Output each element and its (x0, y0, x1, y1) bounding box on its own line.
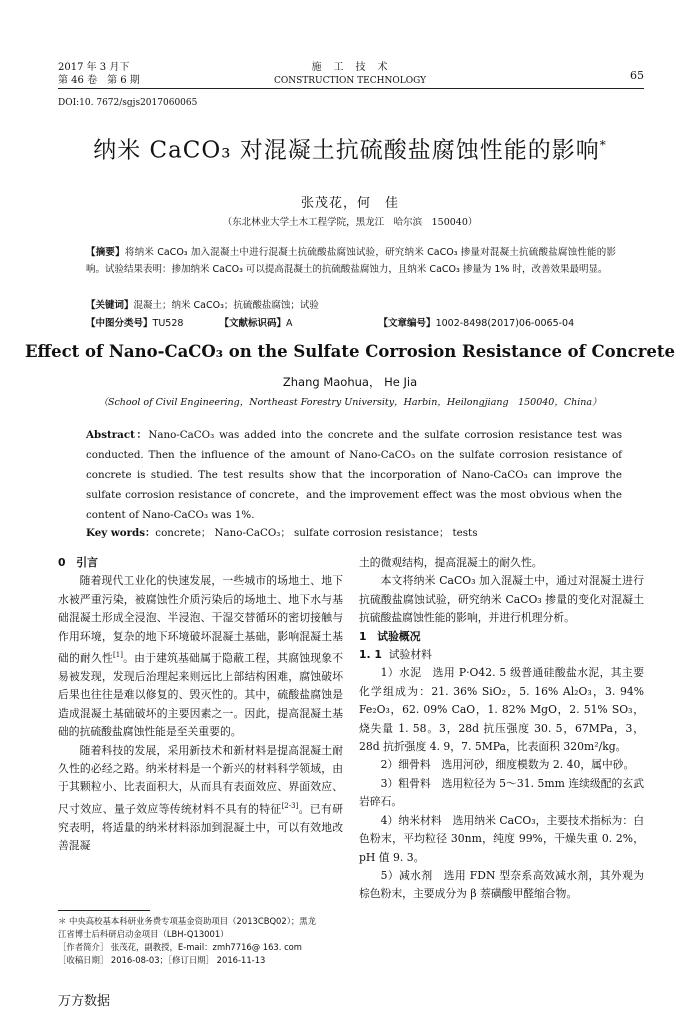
section-1-1-title: 试验材料 (388, 648, 432, 662)
intro-p1-text-a: 随着现代工业化的快速发展，一些城市的场地土、地下水被严重污染，被腐蚀性介质污染后的场地土、地下水与基础混凝土形成全浸泡、半浸泡、干湿交替循环的密切接触与作用环境，复杂的地下环境破坏混凝土基础，影响混凝土基础的耐久性 (58, 574, 343, 665)
header-journal-cn: 施 工 技 术 (311, 62, 389, 73)
abstract-en (86, 425, 622, 525)
keywords-cn-text: 混凝土；纳米 CaCO₃；抗硫酸盐腐蚀；试验 (133, 300, 319, 311)
ref-2-3: [2-3] (281, 801, 299, 810)
material-water-reducer: 5）减水剂 选用 FDN 型奈系高效减水剂，其外观为棕色粉末，主要成分为 β 萘磺酸甲醛缩合物。 (359, 868, 644, 901)
abstract-en-text: Nano-CaCO₃ was added into the concrete and the sulfate corrosion resistance test was conducted. Then the influence of the amount of Nano-CaCO₃ on the sulfate corrosion resistance of concrete is studied. The test results show that the incorporation of Nano-CaCO₃ can improve the sulfate corrosion resistance of concrete，and the improvement effect was the most obvious when the content of Nano-CaCO₃ was 1%. (86, 429, 622, 521)
keywords-en-text: concrete； Nano-CaCO₃； sulfate corrosion resistance； tests (155, 527, 478, 539)
section-intro-heading: 0 引言 (58, 556, 98, 569)
header-date: 2017 年 3 月下 (58, 62, 130, 73)
ref-1: [1] (113, 651, 123, 660)
title-cn (0, 130, 700, 166)
intro-paragraph-1 (58, 572, 343, 741)
header-rule (58, 88, 644, 89)
page-number: 65 (630, 69, 644, 82)
material-fine-aggregate: 2）细骨料 选用河砂，细度模数为 2. 40，属中砂。 (380, 758, 635, 772)
article-no-value: 1002-8498(2017)06-0065-04 (435, 318, 575, 329)
footnote-dates: ［收稿日期］ 2016-08-03；［修订日期］ 2016-11-13 (58, 955, 266, 965)
keywords-en-label: Key words： (86, 527, 156, 539)
material-cement: 1）水泥 选用 P·O42. 5 级普通硅酸盐水泥，其主要化学组成为：21. 36% SiO₂，5. 16% Al₂O₃，3. 94% Fe₂O₃，62. 09% CaO，1. 82% MgO，2. 51% SO₃，烧失量 1. 58。3，28d 抗压强度 30. 5，67MPa，3，28d 抗折强度 4. 9，7. 5MPa，比表面积 320m²/kg。 (359, 666, 644, 754)
section-1-heading: 1 试验概况 (359, 629, 421, 643)
authors-en: Zhang Maohua， He Jia (282, 375, 418, 389)
left-column (58, 554, 343, 856)
abstract-cn-text: 将纳米 CaCO₃ 加入混凝土中进行混凝土抗硫酸盐腐蚀试验，研究纳米 CaCO₃ 掺量对混凝土抗硫酸盐腐蚀性能的影响。试验结果表明：掺加纳米 CaCO₃ 可以提高混凝土的抗硫酸盐腐蚀力，且纳米 CaCO₃ 掺量为 1% 时，改善效果最明显。 (86, 247, 616, 275)
footnote-rule (58, 910, 150, 911)
clc-label: 【中图分类号】 (86, 318, 153, 329)
section-1-1-number: 1. 1 (359, 648, 382, 662)
article-no-label: 【文章编号】 (378, 318, 436, 329)
title-en: Effect of Nano-CaCO₃ on the Sulfate Corrosion Resistance of Concrete (24, 342, 676, 361)
footnote-author: ［作者简介］ 张茂花，副教授，E-mail：zmh7716@ 163. com (58, 942, 302, 952)
authors-cn: 张茂花，何 佳 (300, 196, 399, 211)
intro-p2-text-a: 随着科技的发展，采用新技术和新材料是提高混凝土耐久性的必经之路。纳米材料是一个新兴的材料科学领域，由于其颗粒小、比表面积大，从而具有表面效应、界面效应、尺寸效应、量子效应等传统材料不具有的特征 (58, 743, 343, 816)
abstract-cn (86, 244, 616, 278)
affiliation-cn: （东北林业大学土木工程学院，黑龙江 哈尔滨 150040） (222, 217, 478, 228)
keywords-cn-label: 【关键词】 (86, 300, 134, 311)
footnote-fund: ＊ 中央高校基本科研业务费专项基金资助项目（2013CBQ02）；黑龙 (58, 916, 316, 926)
doc-code-value: A (285, 318, 293, 329)
intro-p2-text-b: 。已有研究表明，将适量的纳米材料添加到混凝土中，可以有效地改善混凝 (58, 802, 344, 853)
affiliation-en: （School of Civil Engineering，Northeast Forestry University，Harbin，Heilongjiang 150040，China） (98, 397, 602, 408)
keywords-en (86, 523, 622, 543)
purpose-paragraph: 本文将纳米 CaCO₃ 加入混凝土中，通过对混凝土进行抗硫酸盐腐蚀试验，研究纳米 CaCO₃ 掺量的变化对混凝土抗硫酸盐腐蚀性能的影响，并进行机理分析。 (359, 574, 644, 625)
intro-paragraph-2 (58, 742, 343, 856)
header-volume: 第 46 卷 第 6 期 (58, 75, 140, 86)
footnotes (58, 915, 348, 967)
section-1-1-heading (359, 646, 644, 664)
watermark: 万方数据 (58, 994, 111, 1009)
material-nano: 4）纳米材料 选用纳米 CaCO₃，主要技术指标为：白色粉末，平均粒径 30nm，纯度 99%，干燥失重 0. 2%，pH 值 9. 3。 (359, 813, 644, 864)
title-footnote-mark: * (599, 138, 607, 152)
clc-value: TU528 (152, 318, 184, 329)
title-cn-text: 纳米 CaCO₃ 对混凝土抗硫酸盐腐蚀性能的影响 (93, 137, 600, 164)
continued-paragraph: 土的微观结构，提高混凝土的耐久性。 (359, 556, 543, 569)
right-column (359, 554, 644, 904)
keywords-cn (86, 297, 616, 314)
abstract-en-label: Abstract： (86, 429, 149, 441)
doc-code-label: 【文献标识码】 (219, 318, 286, 329)
material-coarse-aggregate: 3）粗骨料 选用粒径为 5～31. 5mm 连续级配的玄武岩碎石。 (359, 776, 644, 809)
classification-line (86, 315, 616, 332)
footnote-fund-2: 江省博士后科研启动金项目（LBH-Q13001） (58, 929, 229, 939)
doi: DOI:10. 7672/sgjs2017060065 (58, 98, 198, 108)
header-journal-en: CONSTRUCTION TECHNOLOGY (273, 76, 427, 86)
abstract-cn-label: 【摘要】 (86, 247, 125, 258)
intro-p1-text-b: 。由于建筑基础属于隐蔽工程，其腐蚀现象不易被发现，发现后治理起来则远比上部结构困难，腐蚀破坏后果也往往是难以修复的、毁灭性的。其中，硫酸盐腐蚀是造成混凝土基础破坏的主要因素之一。因此，提高混凝土基础的抗硫酸盐腐蚀性能是至关重要的。 (58, 651, 343, 739)
